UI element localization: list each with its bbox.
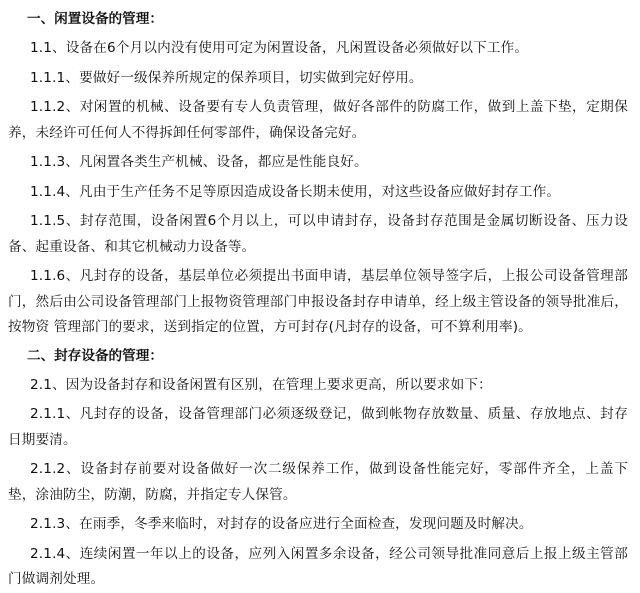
clause-1-1-5: 1.1.5、封存范围，设备闲置6个月以上，可以申请封存，设备封存范围是金属切断设备、压力设备、起重设备、和其它机械动力设备等。	[8, 213, 628, 255]
clause-2-1-1: 2.1.1、凡封存的设备，设备管理部门必须逐级登记，做到帐物存放数量、质量、存放地点、封存日期要清。	[8, 406, 628, 448]
clause-2-1-4: 2.1.4、连续闲置一年以上的设备，应列入闲置多余设备，经公司领导批准同意后上报上级主管部门做调剂处理。	[8, 545, 628, 587]
clause-1-1-1: 1.1.1、要做好一级保养所规定的保养项目，切实做到完好停用。	[30, 69, 423, 86]
section-heading-sealed-equipment: 二、封存设备的管理：	[27, 347, 163, 364]
clause-2-1-3: 2.1.3、在雨季，冬季来临时，对封存的设备应进行全面检查，发现问题及时解决。	[30, 516, 533, 532]
clause-1-1-6: 1.1.6、凡封存的设备，基层单位必须提出书面申请，基层单位领导签字后，上报公司设备管理部门，然后由公司设备管理部门上报物资管理部门申报设备封存申请单，经上级主管设备的领导批准后，按物资 管理部门的要求，送到指定的位置，方可封存(凡封存的设备，可不算利用率)。	[8, 268, 628, 335]
section-heading-idle-equipment: 一、闲置设备的管理：	[27, 11, 163, 27]
clause-1-1: 1.1、设备在6个月以内没有使用可定为闲置设备，凡闲置设备必须做好以下工作。	[30, 40, 529, 56]
clause-1-1-4: 1.1.4、凡由于生产任务不足等原因造成设备长期未使用，对这些设备应做好封存工作。	[30, 183, 561, 200]
clause-2-1: 2.1、因为设备封存和设备闲置有区别，在管理上要求更高，所以要求如下：	[30, 376, 492, 393]
clause-2-1-2: 2.1.2、设备封存前要对设备做好一次二级保养工作，做到设备性能完好，零部件齐全，上盖下垫，涂油防尘，防潮，防腐，并指定专人保管。	[8, 461, 628, 503]
clause-1-1-3: 1.1.3、凡闲置各类生产机械、设备，都应是性能良好。	[30, 154, 368, 170]
clause-1-1-2: 1.1.2、对闲置的机械、设备要有专人负责管理，做好各部件的防腐工作，做到上盖下垫，定期保养，未经许可任何人不得拆卸任何零部件，确保设备完好。	[8, 99, 628, 141]
